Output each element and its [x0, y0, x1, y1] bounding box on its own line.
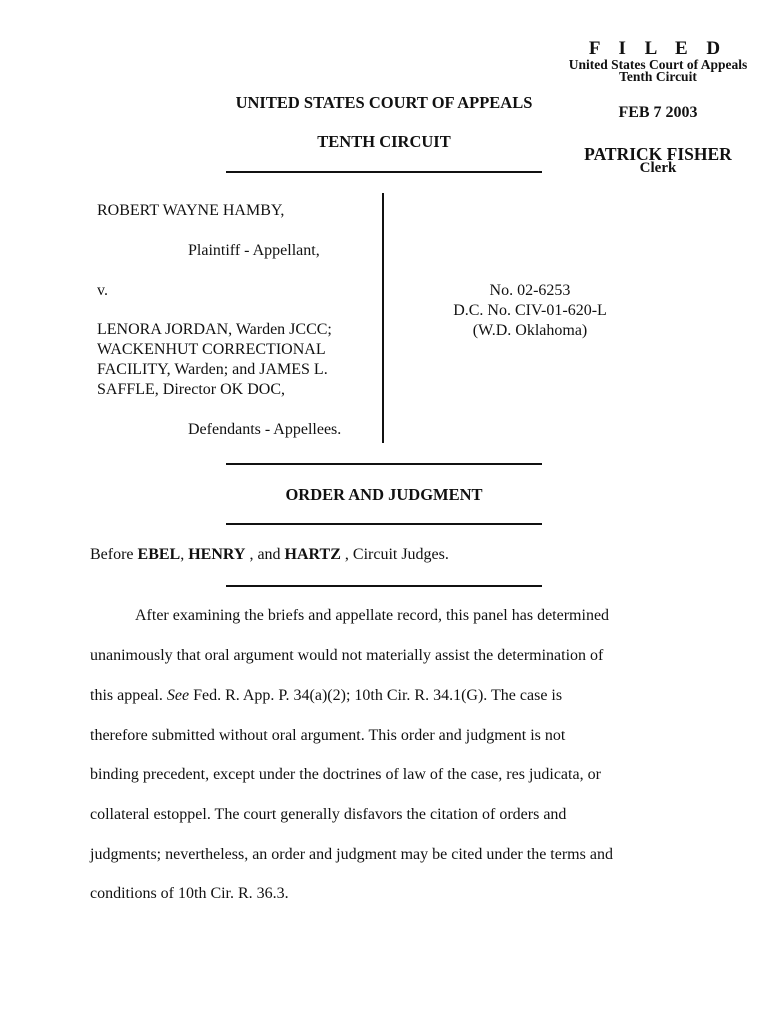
defendant-line-2: WACKENHUT CORRECTIONAL — [97, 341, 326, 358]
body-line-3-citation: Fed. R. App. P. 34(a)(2); 10th Cir. R. 34.1(G). The case is — [193, 687, 563, 704]
defendant-line-4: SAFFLE, Director OK DOC, — [97, 381, 285, 398]
body-line-3-start: this appeal. — [90, 687, 163, 704]
defendant-line-3: FACILITY, Warden; and JAMES L. — [97, 361, 328, 378]
stamp-court-line2: Tenth Circuit — [619, 69, 697, 84]
body-line-5: binding precedent, except under the doctrines of law of the case, res judicata, or — [90, 766, 601, 783]
defendant-line-1: LENORA JORDAN, Warden JCCC; — [97, 321, 332, 338]
judge-henry: HENRY — [188, 546, 246, 563]
district-name: (W.D. Oklahoma) — [472, 322, 588, 339]
judge-hartz: HARTZ — [284, 546, 341, 563]
plaintiff-role: Plaintiff - Appellant, — [188, 242, 320, 259]
filed-date: FEB 7 2003 — [618, 104, 698, 121]
filed-label: F I L E D — [588, 38, 728, 59]
district-case-number: D.C. No. CIV-01-620-L — [453, 302, 607, 319]
document-title: ORDER AND JUDGMENT — [285, 485, 483, 504]
versus: v. — [97, 282, 108, 299]
citation-signal-see: See — [166, 687, 190, 704]
body-line-7: judgments; nevertheless, an order and judgment may be cited under the terms and — [90, 846, 613, 863]
clerk-title: Clerk — [639, 160, 677, 176]
title-rule — [226, 523, 542, 525]
caption-divider — [382, 193, 384, 443]
header-rule — [226, 171, 542, 173]
body-line-1: After examining the briefs and appellate record, this panel has determined — [135, 607, 610, 624]
judge-ebel: EBEL — [137, 546, 181, 563]
body-line-6: collateral estoppel. The court generally disfavors the citation of orders and — [90, 806, 567, 823]
stamp-court-line1: United States Court of Appeals — [568, 57, 748, 72]
caption-bottom-rule — [226, 463, 542, 465]
body-line-4: therefore submitted without oral argument. This order and judgment is not — [90, 727, 566, 744]
clerk-name: PATRICK FISHER — [584, 144, 732, 164]
judges-suffix: , Circuit Judges. — [344, 546, 449, 563]
before-label: Before — [90, 546, 134, 563]
plaintiff-name: ROBERT WAYNE HAMBY, — [97, 202, 285, 219]
circuit-name: TENTH CIRCUIT — [317, 132, 451, 151]
judge-separator-2: , and — [249, 546, 281, 563]
judges-line — [90, 546, 449, 564]
body-line-8: conditions of 10th Cir. R. 36.3. — [90, 885, 289, 902]
judge-separator-1: , — [180, 546, 185, 563]
judges-rule — [226, 585, 542, 587]
body-line-2: unanimously that oral argument would not materially assist the determination of — [90, 647, 604, 664]
filed-stamp — [548, 38, 768, 176]
defendants-role: Defendants - Appellees. — [188, 421, 342, 438]
case-number: No. 02-6253 — [489, 282, 571, 299]
body-line-3 — [90, 687, 562, 705]
court-name: UNITED STATES COURT OF APPEALS — [235, 93, 533, 112]
